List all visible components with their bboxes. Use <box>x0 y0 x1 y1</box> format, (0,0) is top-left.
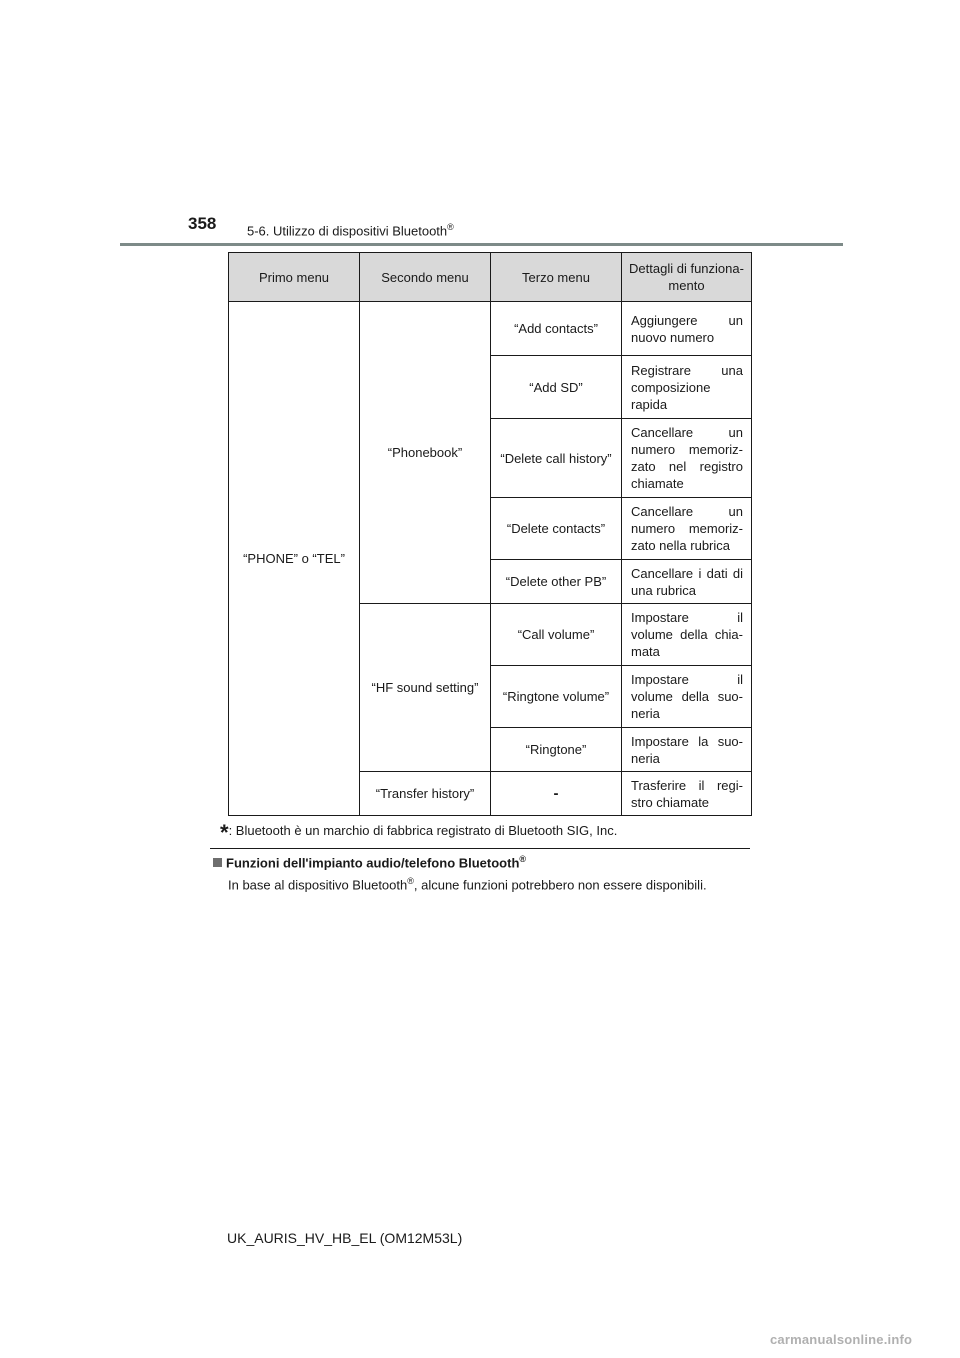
registered-mark: ® <box>519 854 527 864</box>
subsection-body <box>228 876 707 892</box>
section-divider <box>210 848 750 849</box>
document-code: UK_AURIS_HV_HB_EL (OM12M53L) <box>227 1230 463 1246</box>
terzo-menu-cell: “Delete call history” <box>491 419 622 498</box>
table-row <box>229 302 752 356</box>
terzo-menu-cell: “Delete other PB” <box>491 560 622 604</box>
terzo-menu-cell: “Ringtone” <box>491 728 622 772</box>
page-number: 358 <box>188 214 217 233</box>
column-header: Terzo menu <box>491 253 622 302</box>
section-title <box>247 222 454 238</box>
terzo-menu-cell: “Delete contacts” <box>491 498 622 560</box>
subsection-heading <box>213 854 526 870</box>
secondo-menu-cell: “Phonebook” <box>360 302 491 604</box>
footnote-mark: * <box>220 820 229 845</box>
secondo-menu-cell: “HF sound setting” <box>360 604 491 772</box>
watermark: carmanualsonline.info <box>770 1332 913 1347</box>
details-cell: Impostare la suo-neria <box>622 728 752 772</box>
details-cell: Registrare una composizione rapida <box>622 356 752 419</box>
terzo-menu-cell: “Ringtone volume” <box>491 666 622 728</box>
details-cell: Cancellare i dati di una rubrica <box>622 560 752 604</box>
footnote-text: : Bluetooth è un marchio di fabbrica registrato di Bluetooth SIG, Inc. <box>228 823 618 838</box>
terzo-menu-cell: “Add contacts” <box>491 302 622 356</box>
details-cell: Impostare il volume della suo-neria <box>622 666 752 728</box>
primo-menu-cell: “PHONE” o “TEL” <box>229 302 360 816</box>
body-text-end: , alcune funzioni potrebbero non essere disponibili. <box>413 877 707 893</box>
subsection-heading-text: Funzioni dell'impianto audio/telefono Bluetooth <box>226 855 520 871</box>
square-bullet-icon <box>213 858 222 867</box>
menu-table <box>228 252 752 816</box>
header-rule <box>120 243 843 246</box>
column-header: Dettagli di funziona-mento <box>622 253 752 302</box>
registered-mark: ® <box>447 222 454 232</box>
terzo-menu-cell: “Add SD” <box>491 356 622 419</box>
section-title-text: 5-6. Utilizzo di dispositivi Bluetooth <box>247 223 448 239</box>
details-cell: Aggiungere un nuovo numero <box>622 302 752 356</box>
details-cell: Trasferire il regi-stro chiamate <box>622 772 752 816</box>
details-cell: Impostare il volume della chia-mata <box>622 604 752 666</box>
column-header: Secondo menu <box>360 253 491 302</box>
table-header-row <box>229 253 752 302</box>
secondo-menu-cell: “Transfer history” <box>360 772 491 816</box>
terzo-menu-cell: “Call volume” <box>491 604 622 666</box>
body-text-start: In base al dispositivo Bluetooth <box>228 877 408 893</box>
column-header: Primo menu <box>229 253 360 302</box>
footnote <box>220 815 618 845</box>
terzo-menu-cell: - <box>491 772 622 816</box>
details-cell: Cancellare un numero memoriz-zato nella rubrica <box>622 498 752 560</box>
details-cell: Cancellare un numero memoriz-zato nel registro chiamate <box>622 419 752 498</box>
registered-mark: ® <box>407 876 414 886</box>
